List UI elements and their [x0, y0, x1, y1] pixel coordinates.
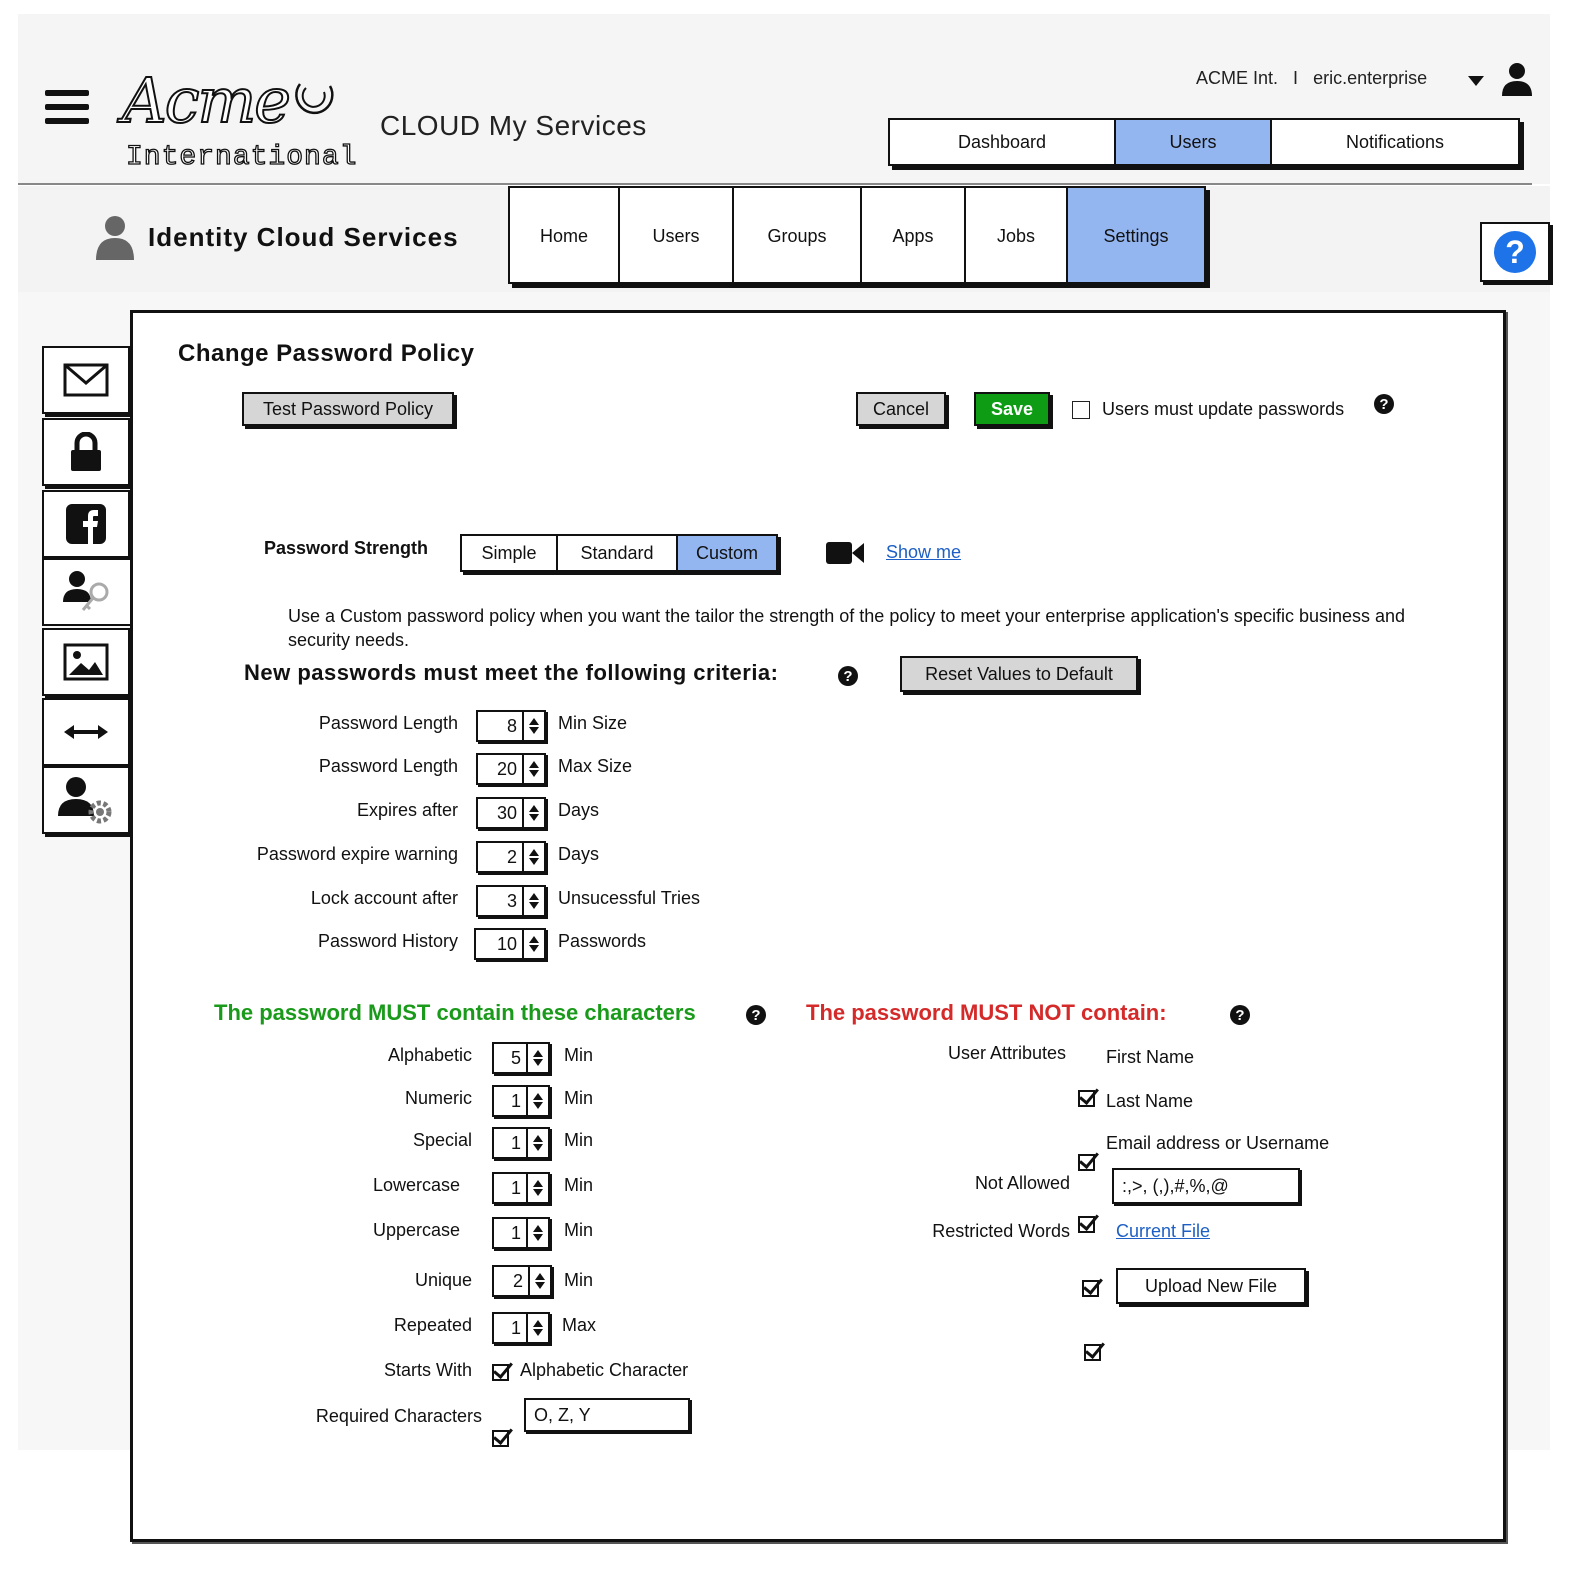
starts-with-checkbox[interactable]	[492, 1362, 512, 1382]
sidebar-password-policy[interactable]	[42, 558, 130, 626]
spinner-arrows-icon[interactable]	[524, 930, 544, 958]
contain-label: Lowercase	[372, 1175, 460, 1195]
spinner-arrows-icon[interactable]	[528, 1044, 548, 1072]
service-nav	[508, 186, 1206, 284]
criteria-label: Password expire warning	[256, 844, 458, 864]
spinner-value: 8	[478, 712, 524, 740]
unique-spinner[interactable]	[492, 1265, 552, 1297]
nav-users[interactable]: Users	[620, 188, 734, 282]
sidebar-sync[interactable]	[42, 698, 130, 766]
app-title: CLOUD My Services	[380, 110, 647, 141]
must-update-checkbox[interactable]	[1072, 401, 1090, 419]
attribute-label: First Name	[1106, 1047, 1195, 1067]
spinner-arrows-icon[interactable]	[524, 799, 544, 827]
lock-icon	[69, 432, 103, 472]
hamburger-menu-icon[interactable]	[45, 90, 89, 132]
arrows-horizontal-icon	[62, 722, 110, 742]
spinner-value: 5	[494, 1044, 528, 1072]
criteria-unit: Unsucessful Tries	[558, 888, 701, 908]
video-camera-icon	[826, 540, 864, 566]
must-not-help-icon[interactable]: ?	[1230, 1005, 1250, 1025]
spinner-value: 2	[478, 843, 524, 871]
criteria-unit: Min Size	[558, 713, 628, 733]
user-dropdown-caret-icon[interactable]	[1468, 76, 1484, 86]
contain-unit: Max	[562, 1315, 597, 1335]
contain-unit: Min	[564, 1088, 594, 1108]
numeric-spinner[interactable]	[492, 1085, 550, 1117]
criteria-label: Expires after	[356, 800, 458, 820]
max-length-spinner[interactable]	[476, 753, 546, 785]
contain-unit: Min	[564, 1175, 594, 1195]
strength-standard[interactable]: Standard	[558, 536, 678, 570]
spinner-value: 1	[494, 1087, 528, 1115]
sidebar-email[interactable]	[42, 346, 130, 414]
contain-label: Numeric	[404, 1088, 472, 1108]
sidebar-social[interactable]	[42, 490, 130, 558]
spinner-arrows-icon[interactable]	[528, 1219, 548, 1247]
not-allowed-label: Not Allowed	[974, 1173, 1070, 1193]
first-name-checkbox[interactable]	[1078, 1088, 1098, 1108]
required-chars-checkbox[interactable]	[492, 1428, 512, 1448]
spinner-arrows-icon[interactable]	[530, 1267, 550, 1295]
expires-spinner[interactable]	[476, 797, 546, 829]
logo-subtitle: International	[126, 142, 358, 173]
special-spinner[interactable]	[492, 1127, 550, 1159]
spinner-value: 30	[478, 799, 524, 827]
username: eric.enterprise	[1313, 68, 1428, 88]
facebook-icon	[66, 504, 106, 544]
contain-label: Uppercase	[372, 1220, 460, 1240]
spinner-value: 3	[478, 887, 524, 915]
logo-wordmark: Acme	[122, 64, 289, 137]
spinner-arrows-icon[interactable]	[524, 887, 544, 915]
reset-defaults-button[interactable]: Reset Values to Default	[900, 656, 1138, 692]
logo-swirl-icon	[288, 74, 340, 126]
spinner-value: 2	[494, 1267, 530, 1295]
nav-groups[interactable]: Groups	[734, 188, 862, 282]
spinner-arrows-icon[interactable]	[524, 712, 544, 740]
sidebar-security[interactable]	[42, 418, 130, 486]
user-attributes-label: User Attributes	[947, 1043, 1066, 1063]
nav-home[interactable]: Home	[510, 188, 620, 282]
spinner-arrows-icon[interactable]	[528, 1087, 548, 1115]
identity-user-icon	[94, 214, 136, 260]
starts-with-value: Alphabetic Character	[520, 1360, 689, 1380]
cancel-button[interactable]: Cancel	[856, 392, 946, 426]
top-nav-dashboard[interactable]: Dashboard	[890, 120, 1116, 164]
criteria-label: Password Length	[318, 756, 458, 776]
show-me-link[interactable]: Show me	[886, 542, 962, 562]
nav-apps[interactable]: Apps	[862, 188, 966, 282]
spinner-value: 10	[476, 930, 524, 958]
criteria-label: Password History	[317, 931, 458, 951]
must-contain-help-icon[interactable]: ?	[746, 1005, 766, 1025]
upload-file-button[interactable]: Upload New File	[1116, 1268, 1306, 1304]
uppercase-spinner[interactable]	[492, 1217, 550, 1249]
envelope-icon	[63, 363, 109, 397]
restricted-words-checkbox[interactable]	[1084, 1342, 1104, 1362]
criteria-label: Password Length	[318, 713, 458, 733]
criteria-unit: Days	[558, 800, 600, 820]
sidebar-user-settings[interactable]	[42, 766, 130, 834]
contain-unit: Min	[564, 1130, 594, 1150]
contain-label: Special	[412, 1130, 472, 1150]
page-title: Change Password Policy	[178, 340, 475, 367]
spinner-arrows-icon[interactable]	[528, 1129, 548, 1157]
strength-label: Password Strength	[264, 538, 429, 558]
history-spinner[interactable]	[474, 928, 546, 960]
criteria-unit: Passwords	[558, 931, 647, 951]
image-icon	[63, 643, 109, 681]
criteria-label: Lock account after	[310, 888, 458, 908]
service-title: Identity Cloud Services	[148, 222, 459, 252]
contain-label: Alphabetic	[387, 1045, 472, 1065]
strength-simple[interactable]: Simple	[462, 536, 558, 570]
top-nav-notifications[interactable]: Notifications	[1345, 131, 1445, 152]
attribute-label: Email address or Username	[1106, 1133, 1330, 1153]
must-update-help-icon[interactable]: ?	[1374, 394, 1394, 414]
top-nav	[888, 118, 1520, 166]
criteria-unit: Max Size	[558, 756, 633, 776]
criteria-heading: New passwords must meet the following criteria:	[244, 660, 779, 685]
last-name-checkbox[interactable]	[1078, 1152, 1098, 1172]
alphabetic-spinner[interactable]	[492, 1042, 550, 1074]
spinner-value: 20	[478, 755, 524, 783]
org-name: ACME Int.	[1196, 68, 1279, 88]
expire-warning-spinner[interactable]	[476, 841, 546, 873]
policy-panel	[130, 310, 1506, 1542]
test-password-policy-button[interactable]: Test Password Policy	[242, 392, 454, 426]
criteria-help-icon[interactable]: ?	[838, 666, 858, 686]
spinner-value: 1	[494, 1174, 528, 1202]
spinner-arrows-icon[interactable]	[528, 1314, 548, 1342]
spinner-value: 1	[494, 1314, 528, 1342]
must-contain-heading: The password MUST contain these characters	[214, 1000, 696, 1025]
lock-account-spinner[interactable]	[476, 885, 546, 917]
nav-jobs[interactable]: Jobs	[966, 188, 1068, 282]
user-key-icon	[61, 570, 113, 614]
spinner-arrows-icon[interactable]	[528, 1174, 548, 1202]
contain-unit: Min	[564, 1220, 594, 1240]
policy-description: Use a Custom password policy when you want the tailor the strength of the policy to meet your enterprise application's specific business and security needs.	[288, 606, 1406, 650]
spinner-arrows-icon[interactable]	[524, 755, 544, 783]
help-button[interactable]	[1480, 222, 1550, 282]
min-length-spinner[interactable]	[476, 710, 546, 742]
org-separator: I	[1293, 68, 1299, 88]
must-not-heading: The password MUST NOT contain:	[806, 1000, 1167, 1025]
restricted-words-label: Restricted Words	[932, 1221, 1070, 1241]
current-file-link[interactable]: Current File	[1116, 1221, 1211, 1241]
user-account-label[interactable]	[1196, 68, 1427, 89]
question-circle-icon: ?	[1494, 231, 1536, 273]
header-divider	[18, 183, 1532, 185]
email-username-checkbox[interactable]	[1078, 1214, 1098, 1234]
spinner-value: 1	[494, 1129, 528, 1157]
criteria-unit: Days	[558, 844, 600, 864]
contain-label: Repeated	[393, 1315, 472, 1335]
nav-settings[interactable]: Settings	[1068, 188, 1204, 282]
required-chars-input[interactable]: O, Z, Y	[524, 1398, 690, 1432]
lowercase-spinner[interactable]	[492, 1172, 550, 1204]
starts-with-label: Starts With	[383, 1360, 472, 1380]
required-chars-label: Required Characters	[315, 1406, 482, 1426]
contain-unit: Min	[564, 1270, 594, 1290]
repeated-spinner[interactable]	[492, 1312, 550, 1344]
not-allowed-checkbox[interactable]	[1082, 1278, 1102, 1298]
not-allowed-input[interactable]: :,>, (,),#,%,@	[1112, 1168, 1300, 1204]
contain-unit: Min	[564, 1045, 594, 1065]
sidebar-branding[interactable]	[42, 628, 130, 696]
user-avatar-icon[interactable]	[1500, 62, 1534, 96]
save-button[interactable]: Save	[974, 392, 1050, 426]
contain-label: Unique	[414, 1270, 472, 1290]
must-update-label: Users must update passwords	[1102, 399, 1345, 419]
strength-custom[interactable]: Custom	[678, 536, 776, 570]
spinner-arrows-icon[interactable]	[524, 843, 544, 871]
top-nav-users[interactable]: Users	[1116, 120, 1272, 164]
user-gear-icon	[56, 776, 116, 824]
attribute-label: Last Name	[1106, 1091, 1194, 1111]
spinner-value: 1	[494, 1219, 528, 1247]
strength-selector	[460, 534, 778, 572]
